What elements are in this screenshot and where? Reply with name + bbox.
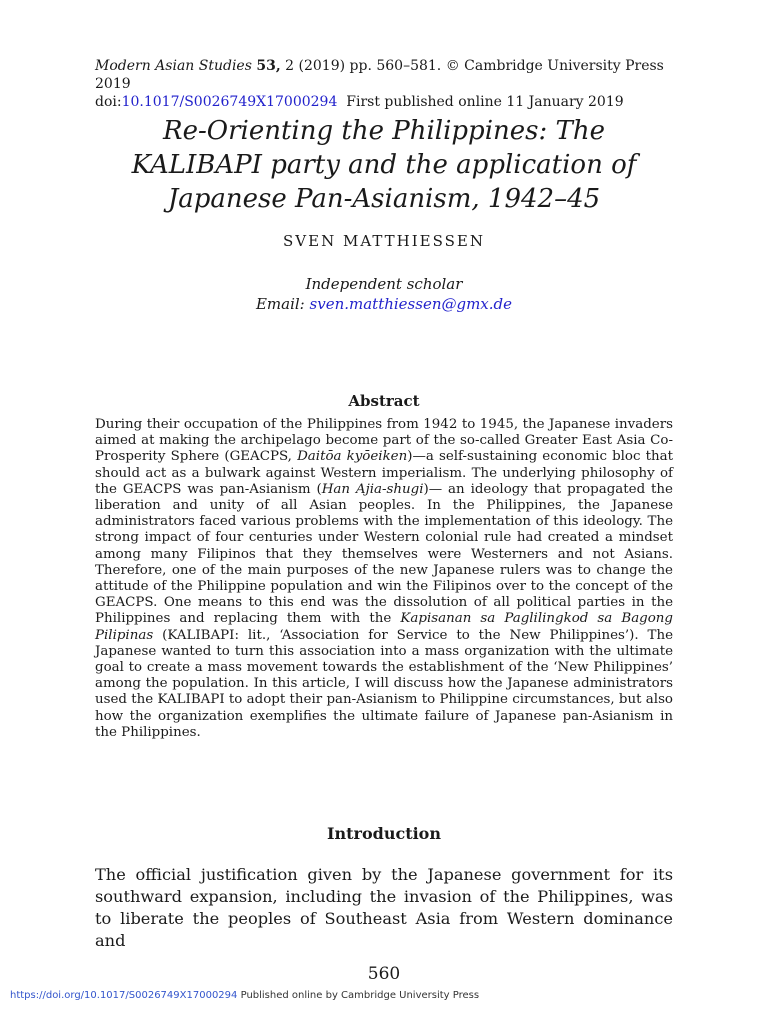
introduction-heading: Introduction: [327, 824, 441, 843]
journal-name: Modern Asian Studies: [95, 58, 252, 74]
affiliation-block: [95, 274, 673, 314]
abstract-heading: Abstract: [348, 392, 420, 410]
abstract-part-4: (KALIBAPI: lit., ‘Association for Service to the New Philippines’). The Japanese wanted to turn this association into a mass organization with the ultimate goal to create a mass movement towards the establishment of the ‘New Philippines’ among the population. In this article, I will discuss how the Japanese administrators used the KALIBAPI to adopt their pan-Asianism to Philippine circumstances, but also how the organization exemplifies the ultimate failure of Japanese pan-Asianism in the Philippines.: [95, 627, 673, 740]
published-date: First published online 11 January 2019: [337, 94, 624, 110]
abstract-term-1: Daitōa kyōeiken: [297, 449, 408, 465]
footer-note: Published online by Cambridge University Press: [237, 990, 480, 1001]
email-label: Email:: [255, 295, 310, 313]
footer: [10, 990, 479, 1001]
page-number: 560: [367, 964, 401, 984]
title-line-2: KALIBAPI party and the application of: [131, 150, 637, 180]
abstract-term-3: Kapisanan sa Paglilingkod sa Bagong Pilipinas: [95, 611, 674, 643]
email-line: [95, 294, 673, 314]
abstract-part-2: )—a self-sustaining economic bloc that should act as a bulwark against Western imperialism. The underlying philosophy of the GEACPS was pan-Asianism (: [95, 449, 673, 497]
journal-header: [95, 57, 675, 111]
abstract-body: [95, 417, 673, 741]
affiliation: Independent scholar: [305, 275, 463, 293]
doi-link[interactable]: 10.1017/S0026749X17000294: [121, 94, 338, 110]
doi-prefix: doi:: [95, 94, 122, 110]
title-line-1: Re-Orienting the Philippines: The: [163, 116, 605, 146]
doi-line: [95, 93, 675, 111]
title-line-3: Japanese Pan-Asianism, 1942–45: [167, 184, 601, 214]
footer-doi-link[interactable]: https://doi.org/10.1017/S0026749X17000294: [10, 990, 238, 1001]
volume: 53,: [256, 58, 281, 74]
email-link[interactable]: sven.matthiessen@gmx.de: [309, 295, 513, 313]
author-name: SVEN MATTHIESSEN: [283, 232, 485, 250]
abstract-term-2: Han Ajia-shugi: [321, 481, 424, 497]
citation-line: [95, 57, 675, 93]
abstract-part-3: )— an ideology that propagated the liberation and unity of all Asian peoples. In the Philippines, the Japanese administrators faced various problems with the implementation of this ideology. The strong impact of four centuries under Western colonial rule had created a mindset among many Filipinos that they themselves were Westerners and not Asians. Therefore, one of the main purposes of the new Japanese rulers was to change the attitude of the Philippine population and win the Filipinos over to the concept of the GEACPS. One means to this end was the dissolution of all political parties in the Philippines and replacing them with the: [95, 481, 673, 627]
introduction-text: The official justification given by the Japanese government for its southward expansion, including the invasion of the Philippines, was to liberate the peoples of Southeast Asia from Western dominance and: [95, 865, 673, 950]
article-title: [95, 114, 673, 216]
issue-pages: 2 (2019) pp. 560–581. © Cambridge University Press 2019: [95, 58, 664, 92]
abstract-part-1: During their occupation of the Philippines from 1942 to 1945, the Japanese invaders aimed at making the archipelago become part of the so-called Greater East Asia Co-Prosperity Sphere (GEACPS,: [95, 417, 673, 465]
